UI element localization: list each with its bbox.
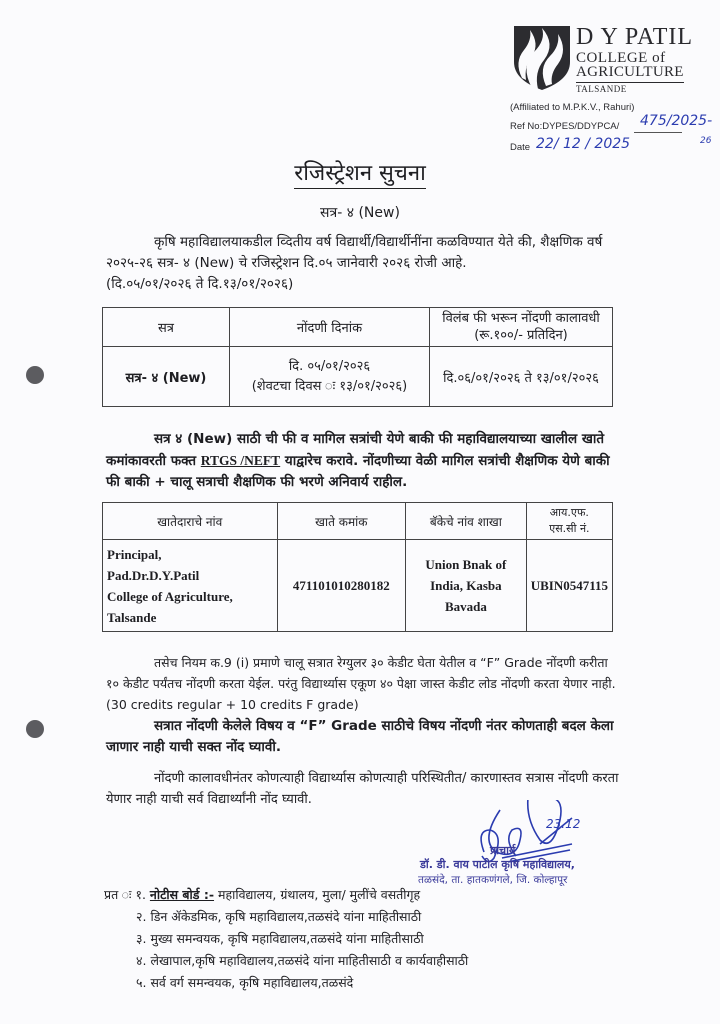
college-stamp-line1: डॉ. डी. वाय पाटील कृषि महाविद्यालय,	[420, 858, 575, 871]
copy-text: सर्व वर्ग समन्वयक, कृषि महाविद्यालय,तळसंदे	[150, 975, 354, 990]
payment-note-part1: सत्र ४ (New) साठी ची फी व मागिल सत्रांची येणे बाकी फी महाविद्यालयाच्या खालील खाते कमांकावरती फक्त	[106, 431, 605, 469]
bank-branch-line: Union Bnak of	[425, 557, 507, 572]
deadline-text: नोंदणी कालावधीनंतर कोणत्याही विद्यार्थ्यास कोणत्याही परिस्थितीत/ कारणास्तव सत्रास नोंदणी करता येणार नाही याची सर्व विद्यार्थ्यांनी नोंद घ्यावी.	[106, 771, 619, 807]
copy-item	[104, 950, 468, 972]
punch-hole	[26, 366, 44, 384]
copy-number: १.	[135, 887, 146, 902]
table-row	[103, 347, 613, 407]
copy-item	[104, 972, 468, 994]
cell-account-number: 471101010280182	[277, 540, 406, 632]
late-fee-rate: (रू.१००/- प्रतिदिन)	[474, 328, 568, 343]
header-late-fee-period	[430, 308, 613, 347]
date-label: Date	[510, 142, 531, 153]
account-name-line: College of Agriculture,	[107, 588, 233, 604]
ref-number-label: Ref No:DYPES/DDYPCA/	[510, 121, 620, 132]
copies-list	[104, 884, 468, 994]
copy-text: मुख्य समन्वयक, कृषि महाविद्यालय,तळसंदे यांना माहितीसाठी	[150, 931, 424, 946]
punch-hole	[26, 720, 44, 738]
header-ifsc	[526, 503, 612, 540]
copy-text: लेखापाल,कृषि महाविद्यालय,तळसंदे यांना माहितीसाठी व कार्यवाहीसाठी	[150, 953, 469, 968]
notice-title	[0, 157, 720, 187]
affiliation: (Affiliated to M.P.K.V., Rahuri)	[510, 102, 635, 113]
ref-number-handwritten-year: 26	[700, 136, 712, 146]
registration-date: दि. ०५/०१/२०२६	[288, 358, 371, 374]
college-stamp-line2: तळसंदे, ता. हातकणंगले, जि. कोल्हापूर	[418, 874, 568, 886]
copy-item	[104, 884, 468, 906]
bank-branch-line: Bavada	[444, 599, 487, 614]
account-name-line: Pad.Dr.D.Y.Patil	[107, 567, 200, 583]
credit-rule-text: तसेच नियम क.9 (i) प्रमाणे चालू सत्रात रेग्युलर ३० केडीट घेता येतील व “F” Grade नोंदणी करीता १० केडीट पर्यंतच नोंदणी करता येईल. परंतु विद्यार्थ्यास एकूण ४० पेक्षा जास्त केडीट लोड नोंदणी करता येणार नाही.(30 credits regular + 10 credits F grade)	[106, 655, 616, 712]
copy-number: ५.	[136, 975, 147, 990]
copy-item	[104, 906, 468, 928]
intro-date-range: (दि.०५/०१/२०२६ ते दि.१३/०१/२०२६)	[106, 276, 294, 292]
college-logo-icon	[512, 22, 572, 90]
payment-mode: RTGS /NEFT	[200, 453, 281, 468]
late-fee-period-label: विलंब फी भरून नोंदणी कालावधी	[442, 311, 600, 326]
account-name-line: Talsande	[107, 609, 157, 625]
copy-number: ३.	[136, 931, 147, 946]
notice-title-text: रजिस्ट्रेशन सुचना	[294, 161, 426, 189]
intro-paragraph	[106, 232, 621, 295]
date-handwritten: 22/ 12 / 2025	[536, 136, 631, 152]
header-account-number: खाते कमांक	[277, 503, 406, 540]
signature-date: 23.12	[546, 817, 581, 831]
copy-text: महाविद्यालय, ग्रंथालय, मुला/ मुलींचे वसतीगृह	[214, 887, 421, 902]
bank-details-table	[102, 502, 613, 632]
bank-branch-line: India, Kasba	[430, 578, 502, 593]
cell-account-holder	[103, 540, 278, 632]
table-header-row	[103, 503, 613, 540]
cell-ifsc: UBIN0547115	[526, 540, 612, 632]
logo-name: D Y PATIL	[576, 24, 694, 50]
cell-semester: सत्र- ४ (New)	[103, 347, 230, 407]
ifsc-header-line1: आय.एफ.	[549, 506, 589, 519]
signature-designation: प्राचार्य	[490, 844, 516, 857]
table-header-row	[103, 308, 613, 347]
copy-text: डिन ॲकेडमिक, कृषि महाविद्यालय,तळसंदे यांना माहितीसाठी	[150, 909, 422, 924]
intro-text: कृषि महाविद्यालयाकडील व्दितीय वर्ष विद्यार्थी/विद्यार्थीनींना कळविण्यात येते की, शैक्षणिक वर्ष २०२५-२६ सत्र- ४ (New) चे रजिस्ट्रेशन दि.०५ जानेवारी २०२६ रोजी आहे.	[106, 234, 603, 271]
notice-board-label: नोटीस बोर्ड :-	[149, 887, 215, 902]
cell-bank-branch	[406, 540, 527, 632]
table-row	[103, 540, 613, 632]
payment-note	[106, 429, 621, 493]
last-day: (शेवटचा दिवस ः १३/०१/२०२६)	[251, 378, 408, 394]
account-name-line: Principal,	[107, 546, 162, 562]
copy-number: २.	[136, 909, 147, 924]
ifsc-header-line2: एस.सी नं.	[549, 522, 590, 535]
ref-number-line	[634, 132, 682, 133]
ref-number-handwritten: 475/2025-	[640, 113, 713, 129]
no-change-note	[106, 716, 621, 758]
copy-number: ४.	[136, 953, 147, 968]
logo-agriculture: AGRICULTURE	[576, 64, 684, 83]
header-registration-date: नोंदणी दिनांक	[230, 308, 430, 347]
header-bank-branch: बॅकेचे नांव शाखा	[406, 503, 527, 540]
logo-location: TALSANDE	[576, 84, 627, 94]
copies-label: प्रत ः	[104, 887, 132, 902]
credit-rule-paragraph	[106, 652, 621, 715]
copy-item	[104, 928, 468, 950]
cell-late-period: दि.०६/०१/२०२६ ते १३/०१/२०२६	[430, 347, 613, 407]
cell-registration-date	[230, 347, 430, 407]
payment-note-part2: याद्वारेच करावे. नोंदणीच्या वेळी मागिल सत्रांची शैक्षणिक येणे बाकी फी बाकी + चालू सत्राची शैक्षणिक फी भरणे अनिवार्य राहील.	[106, 453, 610, 490]
no-change-text: सत्रात नोंदणी केलेले विषय व “F” Grade साठीचे विषय नोंदणी नंतर कोणताही बदल केला जाणार नाही याची सक्त नोंद घ्यावी.	[106, 718, 614, 755]
logo-college: COLLEGE of	[576, 50, 666, 66]
header-semester: सत्र	[103, 308, 230, 347]
schedule-table	[102, 307, 613, 407]
header-account-holder: खातेदाराचे नांव	[103, 503, 278, 540]
semester-heading: सत्र- ४ (New)	[320, 205, 400, 221]
